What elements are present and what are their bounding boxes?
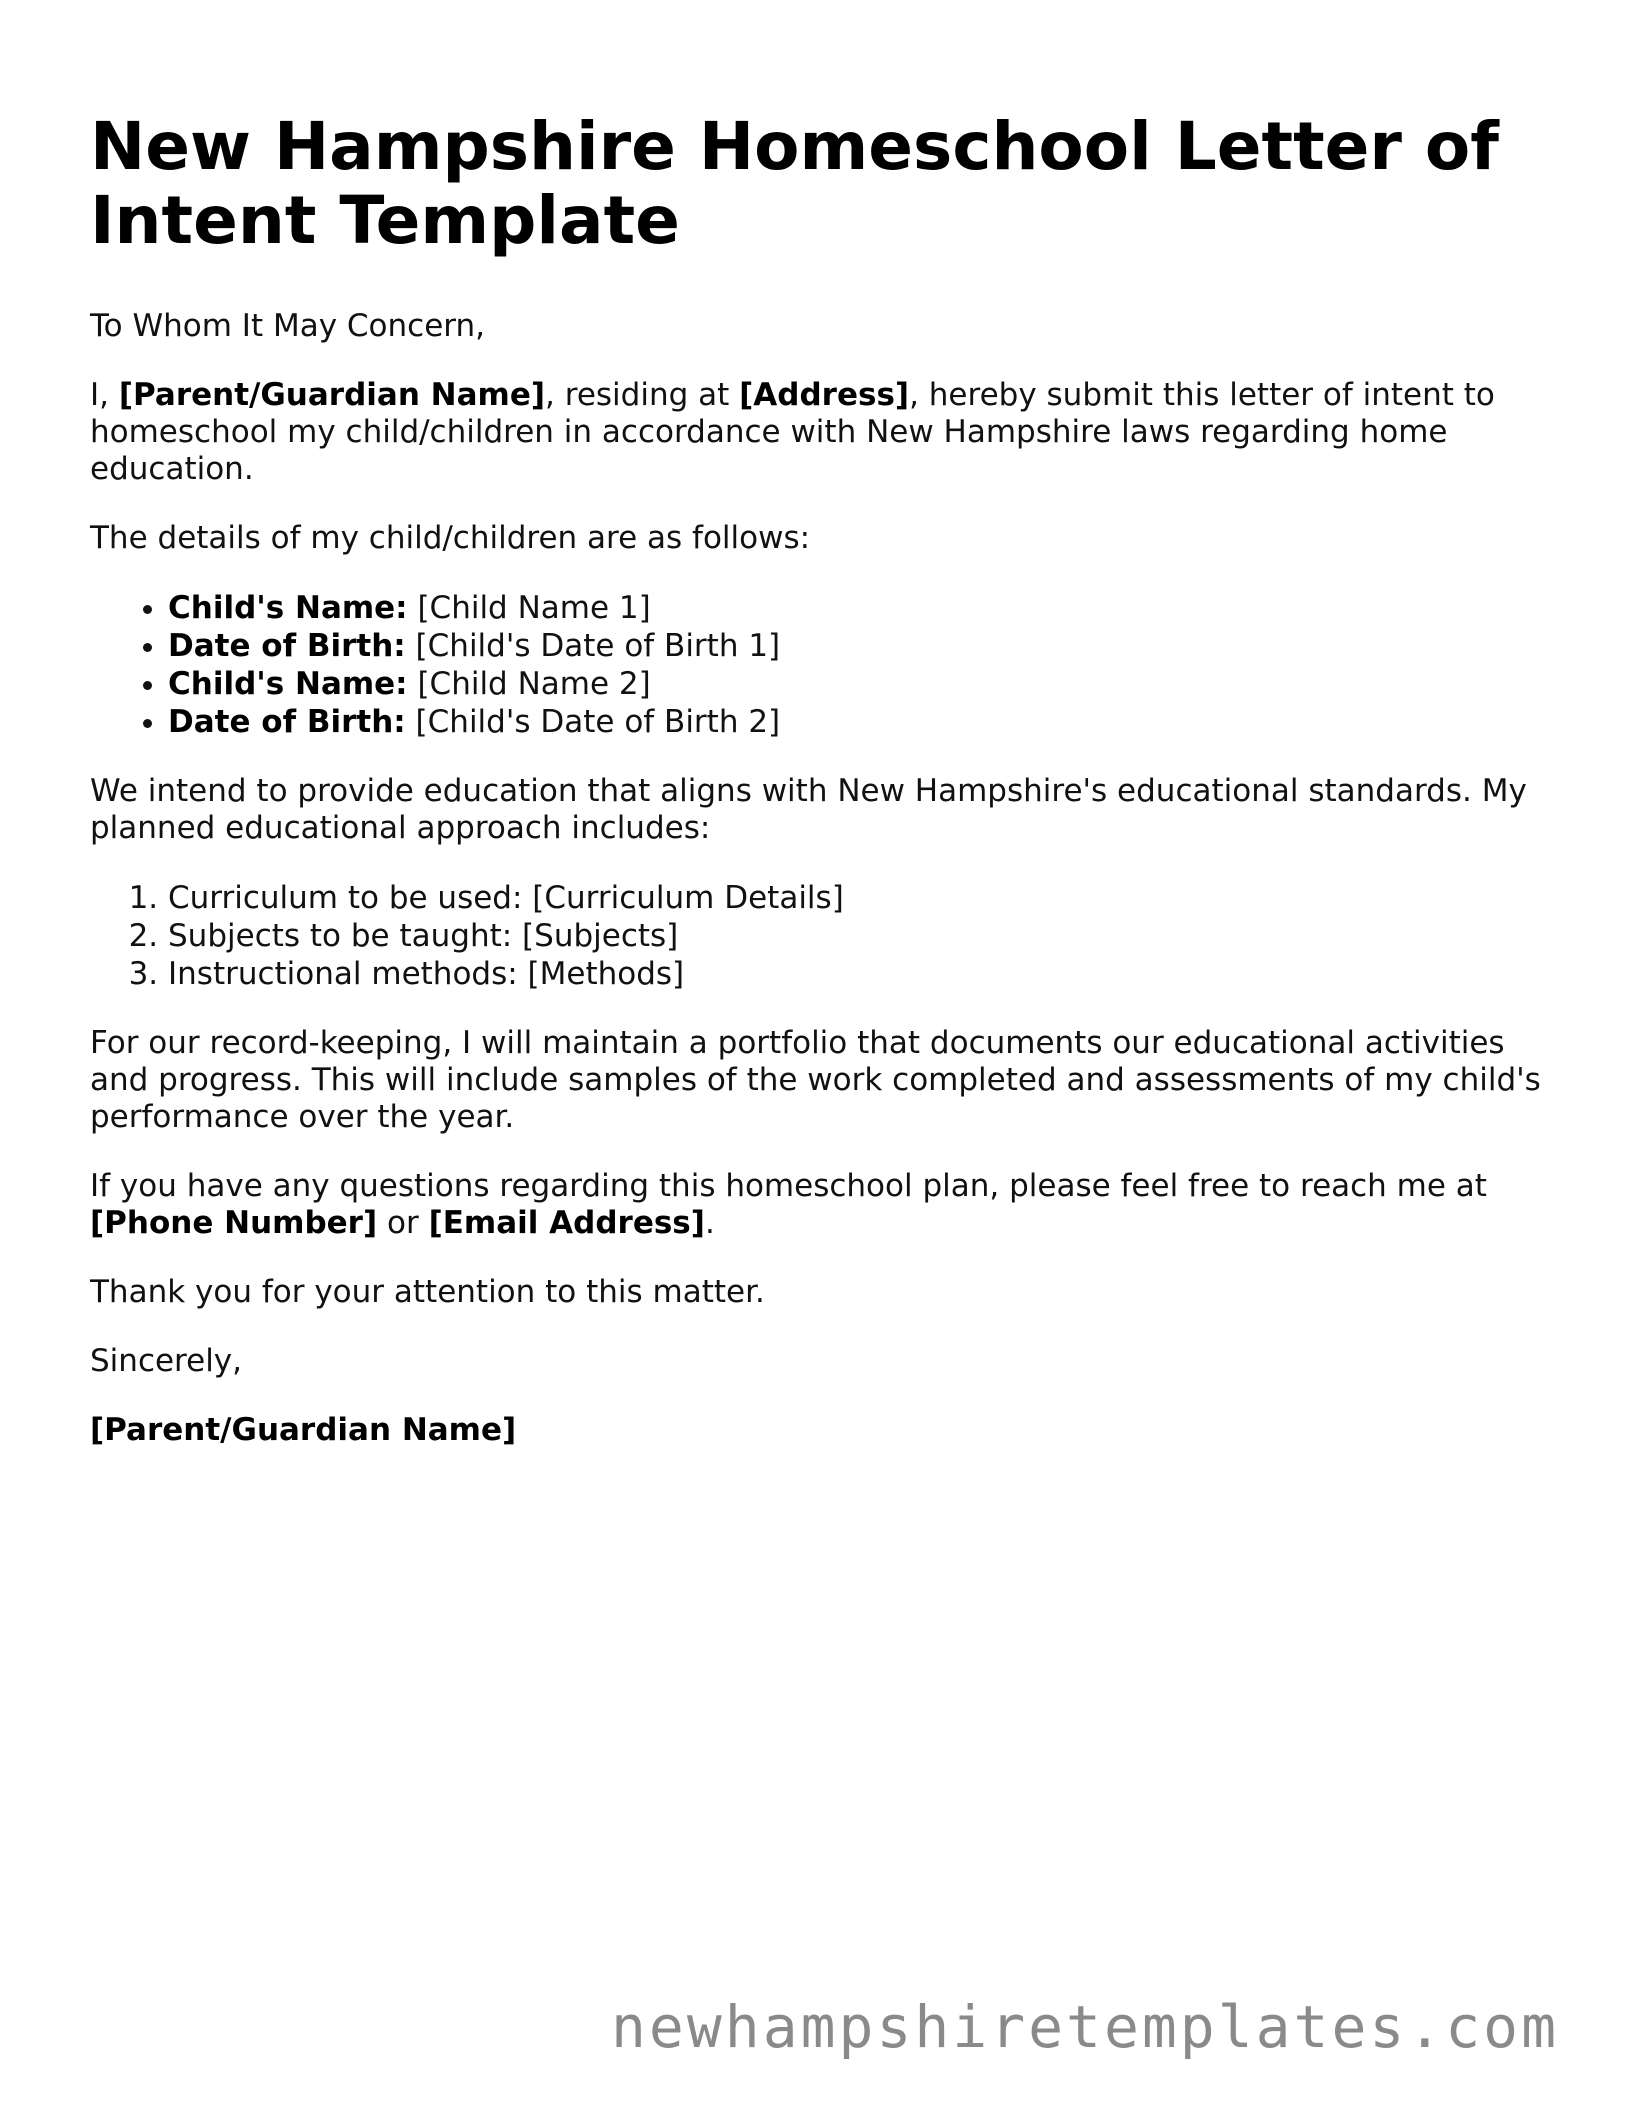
list-item: 3. Instructional methods: [Methods] <box>168 955 1560 993</box>
title-line-1: New Hampshire Homeschool Letter of <box>90 108 1499 185</box>
contact-paragraph <box>90 1168 1560 1242</box>
intro-text-2: , residing at <box>545 377 740 413</box>
child-field-value: [Child's Date of Birth 2] <box>405 704 781 740</box>
address-placeholder: [Address] <box>739 377 910 413</box>
signature-name: [Parent/Guardian Name] <box>90 1412 517 1448</box>
child-field-label: Date of Birth: <box>168 704 406 740</box>
page-title <box>90 110 1560 258</box>
child-field-value: [Child Name 2] <box>407 666 651 702</box>
child-field-label: Child's Name: <box>168 590 408 626</box>
intro-paragraph <box>90 377 1560 488</box>
approach-intro: We intend to provide education that aligns with New Hampshire's educational standards. My planned educational approach includes: <box>90 773 1527 846</box>
list-item <box>168 665 1560 703</box>
site-watermark: newhampshiretemplates.com <box>611 1993 1559 2061</box>
list-item <box>168 589 1560 627</box>
children-list <box>90 589 1560 741</box>
approach-list <box>90 879 1560 993</box>
signature-line <box>90 1412 1560 1449</box>
details-intro: The details of my child/children are as follows: <box>90 520 811 556</box>
email-placeholder: [Email Address] <box>428 1205 705 1241</box>
record-keeping-paragraph: For our record-keeping, I will maintain a portfolio that documents our educational activities and progress. This will include samples of the work completed and assessments of my child's performance over the year. <box>90 1025 1541 1135</box>
phone-placeholder: [Phone Number] <box>90 1205 378 1241</box>
contact-text-1: If you have any questions regarding this homeschool plan, please feel free to reach me at <box>90 1168 1487 1204</box>
list-item: 1. Curriculum to be used: [Curriculum Details] <box>168 879 1560 917</box>
intro-text-1: I, <box>90 377 119 413</box>
child-field-value: [Child Name 1] <box>407 590 651 626</box>
intro-text-3: , hereby submit this letter of intent to homeschool my child/children in accordance with New Hampshire laws regarding home education. <box>90 377 1495 487</box>
child-field-label: Child's Name: <box>168 666 408 702</box>
letter-document <box>90 110 1560 1481</box>
contact-text-3: . <box>704 1205 715 1241</box>
child-field-label: Date of Birth: <box>168 628 406 664</box>
salutation: To Whom It May Concern, <box>90 308 485 344</box>
list-item <box>168 703 1560 741</box>
list-item <box>168 627 1560 665</box>
closing-line: Sincerely, <box>90 1343 243 1379</box>
contact-text-2: or <box>377 1205 429 1241</box>
child-field-value: [Child's Date of Birth 1] <box>405 628 781 664</box>
thanks-line: Thank you for your attention to this matter. <box>90 1274 765 1310</box>
list-item: 2. Subjects to be taught: [Subjects] <box>168 917 1560 955</box>
parent-name-placeholder: [Parent/Guardian Name] <box>118 377 546 413</box>
title-line-2: Intent Template <box>90 182 680 259</box>
